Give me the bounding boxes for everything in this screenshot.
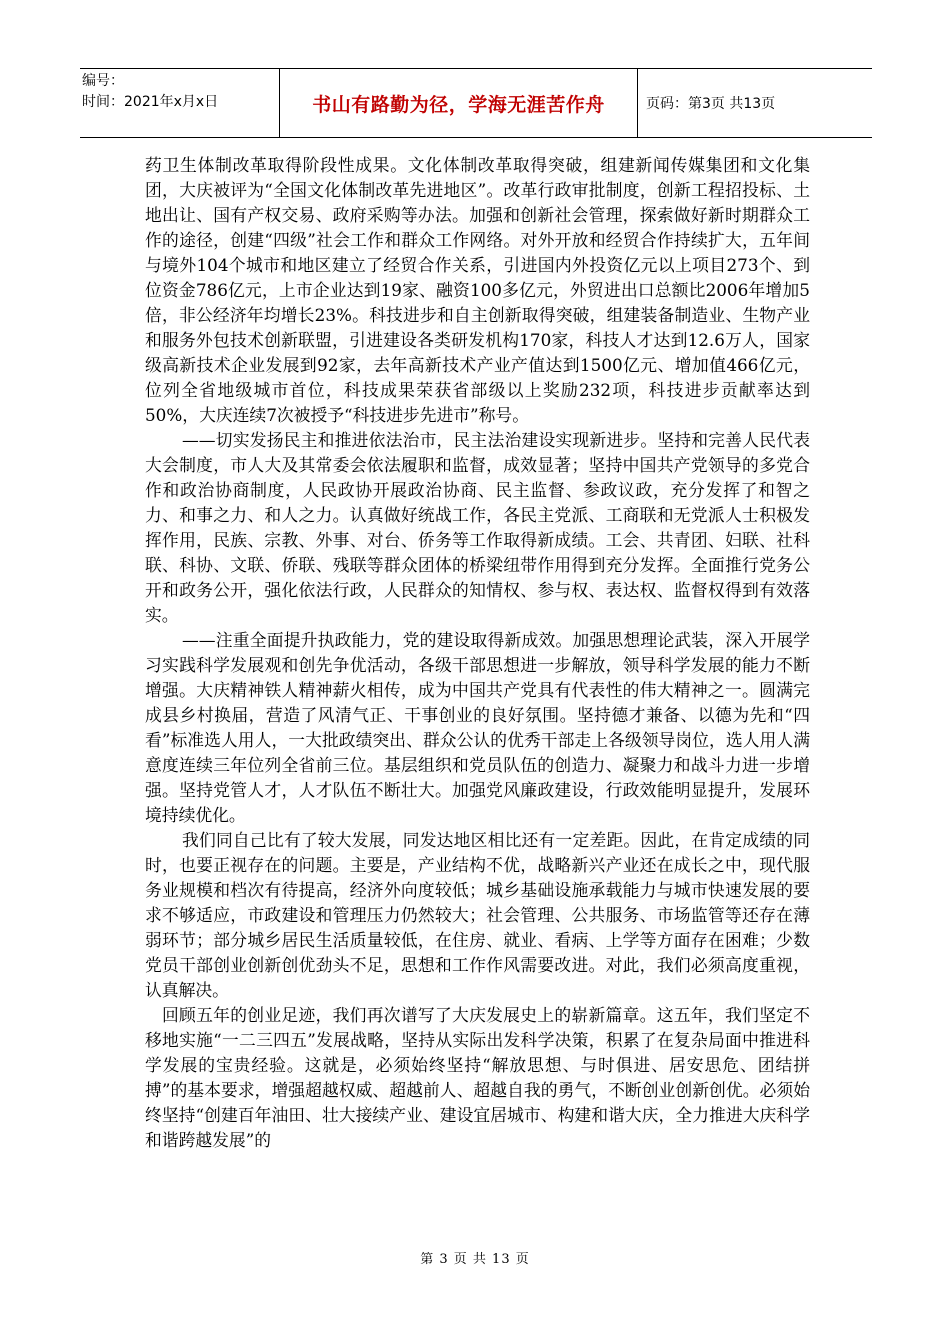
paragraph-4: 我们同自己比有了较大发展，同发达地区相比还有一定差距。因此，在肯定成绩的同时，也要正视存在的问题。主要是，产业结构不优，战略新兴产业还在成长之中，现代服务业规模和档次有待提高，经济外向度较低；城乡基础设施承载能力与城市快速发展的要求不够适应，市政建设和管理压力仍然较大；社会管理、公共服务、市场监管等还存在薄弱环节；部分城乡居民生活质量较低，在住房、就业、看病、上学等方面存在困难；少数党员干部创业创新创优劲头不足，思想和工作作风需要改进。对此，我们必须高度重视，认真解决。 [145, 830, 810, 1000]
page-header [80, 68, 872, 138]
paragraph-2: ——切实发扬民主和推进依法治市，民主法治建设实现新进步。坚持和完善人民代表大会制度，市人大及其常委会依法履职和监督，成效显著；坚持中国共产党领导的多党合作和政治协商制度，人民政协开展政治协商、民主监督、参政议政，充分发挥了和智之力、和事之力、和人之力。认真做好统战工作，各民主党派、工商联和无党派人士积极发挥作用，民族、宗教、外事、对台、侨务等工作取得新成绩。工会、共青团、妇联、社科联、科协、文联、侨联、残联等群众团体的桥梁纽带作用得到充分发挥。全面推行党务公开和政务公开，强化依法行政，人民群众的知情权、参与权、表达权、监督权得到有效落实。 [145, 430, 810, 625]
number-label: 编号： [82, 73, 124, 89]
paragraph-5: 回顾五年的创业足迹，我们再次谱写了大庆发展史上的崭新篇章。这五年，我们坚定不移地实施“一二三四五”发展战略，坚持从实际出发科学决策，积累了在复杂局面中推进科学发展的宝贵经验。这就是，必须始终坚持“解放思想、与时俱进、居安思危、团结拼搏”的基本要求，增强超越权威、超越前人、超越自我的勇气，不断创业创新创优。必须始终坚持“创建百年油田、壮大接续产业、建设宜居城市、构建和谐大庆，全力推进大庆科学和谐跨越发展”的 [145, 1005, 810, 1150]
paragraph-1: 药卫生体制改革取得阶段性成果。文化体制改革取得突破，组建新闻传媒集团和文化集团，大庆被评为“全国文化体制改革先进地区”。改革行政审批制度，创新工程招投标、土地出让、国有产权交易、政府采购等办法。加强和创新社会管理，探索做好新时期群众工作的途径，创建“四级”社会工作和群众工作网络。对外开放和经贸合作持续扩大，五年间与境外104个城市和地区建立了经贸合作关系，引进国内外投资亿元以上项目273个、到位资金786亿元，上市企业达到19家、融资100多亿元，外贸进出口总额比2006年增加5倍，非公经济年均增长23%。科技进步和自主创新取得突破，组建装备制造业、生物产业和服务外包技术创新联盟，引进建设各类研发机构170家，科技人才达到12.6万人，国家级高新技术企业发展到92家，去年高新技术产业产值达到1500亿元、增加值466亿元，位列全省地级城市首位，科技成果荣获省部级以上奖励232项，科技进步贡献率达到50%，大庆连续7次被授予“科技进步先进市”称号。 [145, 155, 810, 425]
page-footer: 第 3 页 共 13 页 [420, 1252, 530, 1267]
header-motto: 书山有路勤为径，学海无涯苦作舟 [280, 69, 638, 137]
header-meta [80, 69, 280, 137]
paragraph-3: ——注重全面提升执政能力，党的建设取得新成效。加强思想理论武装，深入开展学习实践科学发展观和创先争优活动，各级干部思想进一步解放，领导科学发展的能力不断增强。大庆精神铁人精神薪火相传，成为中国共产党具有代表性的伟大精神之一。圆满完成县乡村换届，营造了风清气正、干事创业的良好氛围。坚持德才兼备、以德为先和“四看”标准选人用人，一大批政绩突出、群众公认的优秀干部走上各级领导岗位，选人用人满意度连续三年位列全省前三位。基层组织和党员队伍的创造力、凝聚力和战斗力进一步增强。坚持党管人才，人才队伍不断壮大。加强党风廉政建设，行政效能明显提升，发展环境持续优化。 [145, 630, 810, 825]
header-page-label: 页码：第3页 共13页 [646, 96, 776, 112]
time-label: 时间：2021年x月x日 [82, 94, 219, 110]
document-body [145, 153, 810, 1153]
